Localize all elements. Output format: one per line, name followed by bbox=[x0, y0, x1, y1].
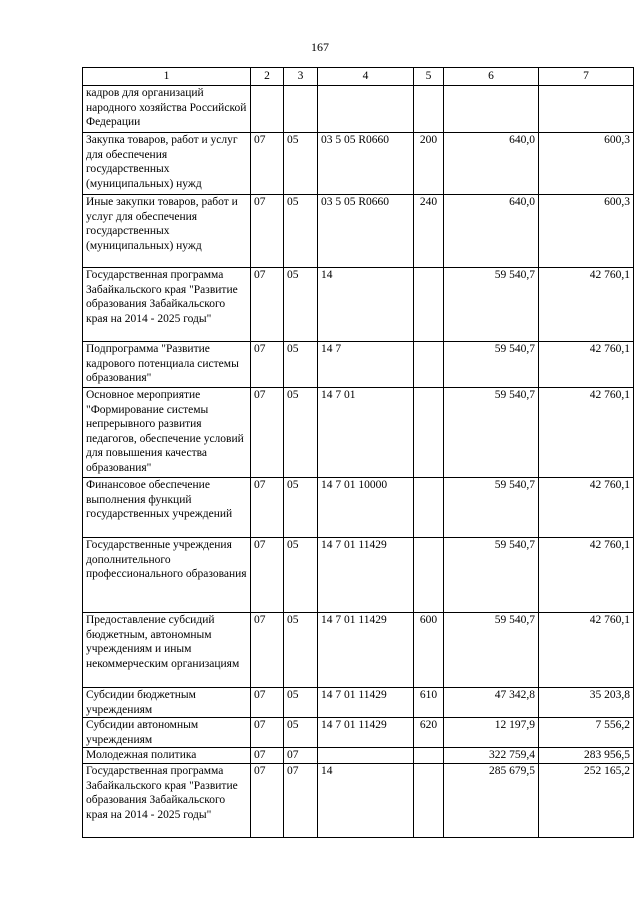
subsection-code: 05 bbox=[284, 688, 318, 718]
amount-col7: 600,3 bbox=[539, 133, 634, 195]
table-row bbox=[83, 195, 634, 268]
table-row bbox=[83, 478, 634, 538]
expense-type-code bbox=[414, 342, 444, 388]
section-code: 07 bbox=[251, 764, 284, 838]
column-header: 2 bbox=[251, 68, 284, 86]
row-description: кадров для организаций народного хозяйства Российской Федерации bbox=[83, 86, 251, 133]
amount-col7: 42 760,1 bbox=[539, 478, 634, 538]
section-code: 07 bbox=[251, 613, 284, 688]
expense-type-code bbox=[414, 748, 444, 764]
amount-col7: 283 956,5 bbox=[539, 748, 634, 764]
target-article-code: 14 bbox=[318, 268, 414, 342]
target-article-code: 14 7 01 11429 bbox=[318, 613, 414, 688]
table-row bbox=[83, 86, 634, 133]
expense-type-code bbox=[414, 268, 444, 342]
row-description: Государственная программа Забайкальского края "Развитие образования Забайкальского края на 2014 - 2025 годы" bbox=[83, 764, 251, 838]
subsection-code: 05 bbox=[284, 342, 318, 388]
amount-col6: 59 540,7 bbox=[444, 342, 539, 388]
expense-type-code: 610 bbox=[414, 688, 444, 718]
table-row bbox=[83, 388, 634, 478]
row-description: Государственная программа Забайкальского края "Развитие образования Забайкальского края на 2014 - 2025 годы" bbox=[83, 268, 251, 342]
target-article-code bbox=[318, 86, 414, 133]
subsection-code: 05 bbox=[284, 268, 318, 342]
amount-col7: 252 165,2 bbox=[539, 764, 634, 838]
column-header: 1 bbox=[83, 68, 251, 86]
subsection-code: 05 bbox=[284, 718, 318, 748]
section-code: 07 bbox=[251, 688, 284, 718]
table-row bbox=[83, 764, 634, 838]
amount-col7: 42 760,1 bbox=[539, 538, 634, 613]
row-description: Подпрограмма "Развитие кадрового потенциала системы образования" bbox=[83, 342, 251, 388]
amount-col7: 42 760,1 bbox=[539, 268, 634, 342]
amount-col6 bbox=[444, 86, 539, 133]
row-description: Предоставление субсидий бюджетным, автономным учреждениям и иным некоммерческим организациям bbox=[83, 613, 251, 688]
column-header: 7 bbox=[539, 68, 634, 86]
amount-col7 bbox=[539, 86, 634, 133]
amount-col7: 7 556,2 bbox=[539, 718, 634, 748]
section-code: 07 bbox=[251, 133, 284, 195]
header-row bbox=[83, 68, 634, 86]
subsection-code: 07 bbox=[284, 748, 318, 764]
column-header: 5 bbox=[414, 68, 444, 86]
row-description: Иные закупки товаров, работ и услуг для обеспечения государственных (муниципальных) нужд bbox=[83, 195, 251, 268]
target-article-code: 14 7 01 11429 bbox=[318, 718, 414, 748]
table-row bbox=[83, 613, 634, 688]
section-code: 07 bbox=[251, 195, 284, 268]
section-code: 07 bbox=[251, 748, 284, 764]
expense-type-code bbox=[414, 86, 444, 133]
table-row bbox=[83, 342, 634, 388]
expense-type-code: 600 bbox=[414, 613, 444, 688]
target-article-code: 14 7 bbox=[318, 342, 414, 388]
expense-type-code bbox=[414, 388, 444, 478]
target-article-code: 14 7 01 bbox=[318, 388, 414, 478]
table-row bbox=[83, 688, 634, 718]
amount-col6: 59 540,7 bbox=[444, 388, 539, 478]
section-code: 07 bbox=[251, 268, 284, 342]
amount-col6: 59 540,7 bbox=[444, 538, 539, 613]
amount-col6: 47 342,8 bbox=[444, 688, 539, 718]
table-row bbox=[83, 538, 634, 613]
amount-col7: 35 203,8 bbox=[539, 688, 634, 718]
page-number: 167 bbox=[311, 40, 329, 54]
amount-col7: 42 760,1 bbox=[539, 342, 634, 388]
row-description: Финансовое обеспечение выполнения функций государственных учреждений bbox=[83, 478, 251, 538]
target-article-code: 14 bbox=[318, 764, 414, 838]
amount-col7: 42 760,1 bbox=[539, 388, 634, 478]
table-row bbox=[83, 748, 634, 764]
row-description: Субсидии бюджетным учреждениям bbox=[83, 688, 251, 718]
section-code: 07 bbox=[251, 538, 284, 613]
expense-type-code: 200 bbox=[414, 133, 444, 195]
section-code: 07 bbox=[251, 478, 284, 538]
budget-table bbox=[82, 67, 634, 838]
amount-col6: 12 197,9 bbox=[444, 718, 539, 748]
target-article-code: 14 7 01 10000 bbox=[318, 478, 414, 538]
section-code: 07 bbox=[251, 342, 284, 388]
target-article-code: 14 7 01 11429 bbox=[318, 538, 414, 613]
section-code bbox=[251, 86, 284, 133]
subsection-code: 05 bbox=[284, 133, 318, 195]
subsection-code: 05 bbox=[284, 195, 318, 268]
amount-col7: 42 760,1 bbox=[539, 613, 634, 688]
subsection-code: 05 bbox=[284, 388, 318, 478]
target-article-code: 03 5 05 R0660 bbox=[318, 195, 414, 268]
table-row bbox=[83, 268, 634, 342]
row-description: Молодежная политика bbox=[83, 748, 251, 764]
amount-col6: 285 679,5 bbox=[444, 764, 539, 838]
row-description: Субсидии автономным учреждениям bbox=[83, 718, 251, 748]
row-description: Государственные учреждения дополнительного профессионального образования bbox=[83, 538, 251, 613]
expense-type-code bbox=[414, 538, 444, 613]
row-description: Закупка товаров, работ и услуг для обеспечения государственных (муниципальных) нужд bbox=[83, 133, 251, 195]
amount-col6: 59 540,7 bbox=[444, 268, 539, 342]
amount-col6: 640,0 bbox=[444, 133, 539, 195]
expense-type-code: 620 bbox=[414, 718, 444, 748]
expense-type-code bbox=[414, 478, 444, 538]
target-article-code bbox=[318, 748, 414, 764]
expense-type-code: 240 bbox=[414, 195, 444, 268]
amount-col7: 600,3 bbox=[539, 195, 634, 268]
subsection-code: 05 bbox=[284, 613, 318, 688]
subsection-code: 05 bbox=[284, 478, 318, 538]
section-code: 07 bbox=[251, 388, 284, 478]
section-code: 07 bbox=[251, 718, 284, 748]
target-article-code: 03 5 05 R0660 bbox=[318, 133, 414, 195]
column-header: 3 bbox=[284, 68, 318, 86]
row-description: Основное мероприятие "Формирование системы непрерывного развития педагогов, обеспечение условий для повышения качества образования" bbox=[83, 388, 251, 478]
column-header: 4 bbox=[318, 68, 414, 86]
amount-col6: 59 540,7 bbox=[444, 613, 539, 688]
table-row bbox=[83, 718, 634, 748]
subsection-code: 05 bbox=[284, 538, 318, 613]
column-header: 6 bbox=[444, 68, 539, 86]
amount-col6: 59 540,7 bbox=[444, 478, 539, 538]
expense-type-code bbox=[414, 764, 444, 838]
table-row bbox=[83, 133, 634, 195]
amount-col6: 640,0 bbox=[444, 195, 539, 268]
target-article-code: 14 7 01 11429 bbox=[318, 688, 414, 718]
subsection-code bbox=[284, 86, 318, 133]
subsection-code: 07 bbox=[284, 764, 318, 838]
amount-col6: 322 759,4 bbox=[444, 748, 539, 764]
